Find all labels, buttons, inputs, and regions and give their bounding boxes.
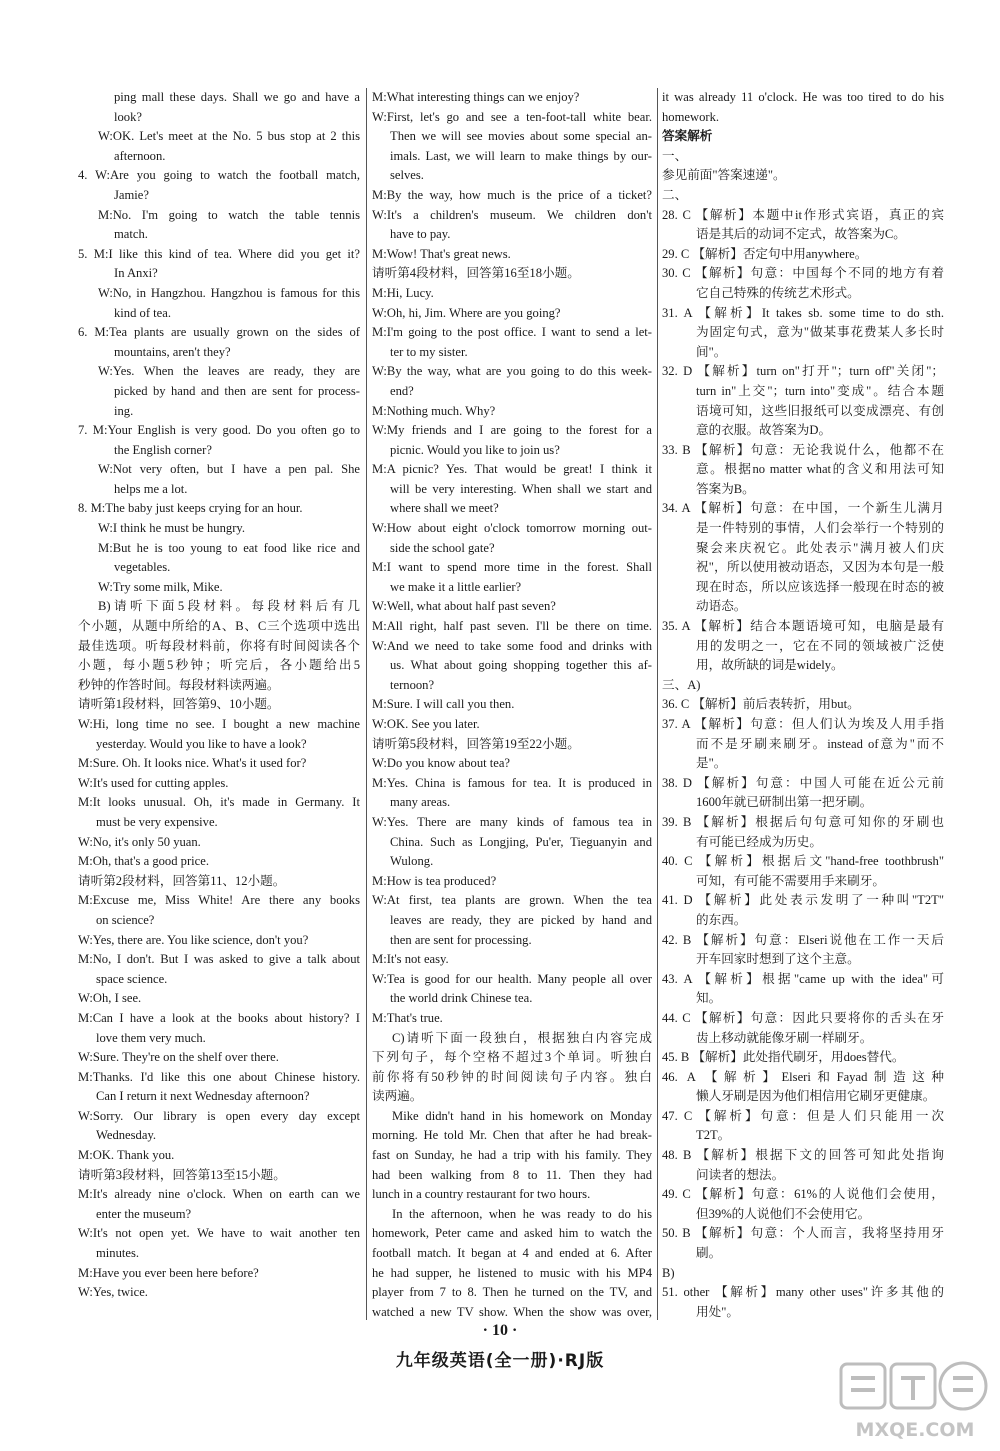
text-line: W:OK. Let's meet at the No. 5 bus stop at 2 this bbox=[98, 129, 360, 144]
text-line: picnic. Would you like to join us? bbox=[390, 442, 560, 457]
text-line: W:It's a children's museum. We children don't bbox=[372, 207, 652, 222]
text-line: us. What about going shopping together this af- bbox=[390, 658, 652, 673]
text-line: W:Hi, long time no see. I bought a new machine bbox=[78, 717, 360, 731]
text-line: 最佳选项。听每段材料前，你将有时间阅读各个 bbox=[78, 638, 360, 653]
text-line: 它自己特殊的传统艺术形式。 bbox=[696, 285, 860, 300]
text-line: it was already 11 o'clock. He was too tired to do his bbox=[662, 90, 944, 104]
text-line: 祝"，所以使用被动语态，又因为本句是一般 bbox=[696, 560, 944, 575]
text-line: W:Yes. There are many kinds of famous tea in bbox=[372, 814, 652, 829]
text-line: selves. bbox=[390, 168, 424, 183]
text-line: W:Yes. When the leaves are ready, they are bbox=[98, 364, 360, 379]
text-line: 有可能已经成为历史。 bbox=[696, 834, 822, 849]
text-line: Wednesday. bbox=[96, 1128, 157, 1143]
text-line: M:Yes. China is famous for tea. It is produced in bbox=[372, 775, 652, 790]
text-line: 47. C 【解析】句意：但是人们只能用一次 bbox=[662, 1108, 944, 1123]
text-line: yesterday. Would you like to have a look? bbox=[96, 736, 307, 751]
text-line: W:Yes, there are. You like science, don't you? bbox=[78, 932, 309, 947]
page-number: · 10 · bbox=[482, 1322, 518, 1339]
text-line: M:I want to spend more time in the forest. Shall bbox=[372, 560, 652, 575]
text-line: T2T。 bbox=[696, 1128, 731, 1143]
text-line: 42. B 【解析】句意：Elseri说他在工作一天后 bbox=[662, 932, 944, 947]
text-line: had been walking from 8 to 11. Then they had bbox=[372, 1167, 652, 1182]
text-line: 用处"。 bbox=[696, 1304, 739, 1319]
text-line: M:A picnic? Yes. That would be great! I think it bbox=[372, 462, 652, 477]
text-line: have to pay. bbox=[390, 227, 451, 242]
text-line: China. Such as Longjing, Pu'er, Tieguanyin and bbox=[390, 834, 652, 849]
text-line: then are sent for processing. bbox=[390, 932, 532, 947]
text-line: 30. C 【解析】句意：中国每个不同的地方有着 bbox=[662, 266, 944, 281]
text-line: he had supper, he listened to music with his MP4 bbox=[372, 1265, 652, 1280]
text-line: W:Oh, hi, Jim. Where are you going? bbox=[372, 305, 561, 320]
text-line: M:Nothing much. Why? bbox=[372, 403, 496, 418]
text-line: M:But he is too young to eat food like rice and bbox=[98, 540, 360, 555]
text-line: M:Hi, Lucy. bbox=[372, 285, 434, 300]
text-line: on science? bbox=[96, 912, 155, 927]
text-line: end? bbox=[390, 383, 414, 398]
text-line: 4. W:Are you going to watch the football match, bbox=[78, 168, 360, 183]
text-line: homework, Peter came and asked him to watch the bbox=[372, 1226, 652, 1241]
text-line: 三、A) bbox=[662, 677, 701, 692]
column-middle bbox=[372, 88, 652, 1322]
text-line: 41. D 【解析】此处表示发明了一种叫"T2T" bbox=[662, 893, 944, 908]
text-line: 44. C 【解析】句意：因此只要将你的舌头在牙 bbox=[662, 1010, 944, 1025]
text-line: ter to my sister. bbox=[390, 344, 468, 359]
text-line: 37. A 【解析】句意：但人们认为埃及人用手指 bbox=[662, 717, 944, 731]
text-line: 32. D 【解析】turn on"打开"；turn off"关闭"； bbox=[662, 364, 944, 379]
text-line: football match. It began at 4 and ended at 6. After bbox=[372, 1246, 652, 1261]
text-line: M:I'm going to the post office. I want to send a let- bbox=[372, 325, 652, 340]
text-line: morning. He told Mr. Chen that after he had break- bbox=[372, 1128, 652, 1143]
text-line: 31. A 【解析】It takes sb. some time to do sth. bbox=[662, 305, 944, 320]
text-line: M:It looks unusual. Oh, it's made in Germany. It bbox=[78, 795, 360, 810]
text-line: 可知，有可能不需要用手来刷牙。 bbox=[696, 873, 885, 888]
text-line: the English corner? bbox=[114, 442, 212, 457]
text-line: 6. M:Tea plants are usually grown on the sides of bbox=[78, 325, 360, 340]
text-line: 齿上移动就能像牙刷一样刷牙。 bbox=[696, 1030, 873, 1045]
text-line: picked by hand and then are sent for process- bbox=[114, 383, 360, 398]
text-line: 请听第4段材料，回答第16至18小题。 bbox=[372, 266, 580, 281]
text-line: watched a new TV show. When the show was over, bbox=[372, 1304, 652, 1319]
text-line: 二、 bbox=[662, 187, 688, 202]
text-line: 28. C 【解析】本题中it作形式宾语，真正的宾 bbox=[662, 207, 944, 222]
text-line: 的东西。 bbox=[696, 912, 747, 927]
text-line: Mike didn't hand in his homework on Monday bbox=[392, 1108, 652, 1123]
text-line: player from 7 to 8. Then he turned on the TV, and bbox=[372, 1285, 652, 1300]
text-line: M:No, I don't. But I was asked to give a talk about bbox=[78, 952, 360, 967]
text-line: mountains, aren't they? bbox=[114, 344, 231, 359]
text-line: side the school gate? bbox=[390, 540, 495, 555]
text-line: the world drink Chinese tea. bbox=[390, 991, 533, 1006]
column-right bbox=[662, 88, 944, 1322]
text-line: 懒人牙刷是因为他们相信用它刷牙更健康。 bbox=[696, 1089, 936, 1104]
text-line: ping mall these days. Shall we go and have a bbox=[114, 90, 360, 104]
text-line: W:No, it's only 50 yuan. bbox=[78, 834, 201, 849]
text-line: M:Sure. Oh. It looks nice. What's it used for? bbox=[78, 756, 307, 771]
text-line: 而不是牙刷来刷牙。instead of意为"而不 bbox=[696, 736, 944, 751]
text-line: must be very expensive. bbox=[96, 814, 218, 829]
text-line: W:At first, tea plants are grown. When the tea bbox=[372, 893, 652, 908]
text-line: 50. B 【解析】句意：个人而言，我将坚持用牙 bbox=[662, 1226, 944, 1241]
watermark-url: MXQE.COM bbox=[855, 1419, 975, 1441]
text-line: kind of tea. bbox=[114, 305, 172, 320]
text-line: 秒钟的作答时间。每段材料读两遍。 bbox=[78, 677, 280, 692]
text-line: 意。根据no matter what的含义和用法可知 bbox=[696, 462, 944, 477]
text-line: W:Sorry. Our library is open every day except bbox=[78, 1108, 360, 1123]
text-line: fast on Sunday, he had a trip with his family. They bbox=[372, 1148, 652, 1163]
text-line: where shall we meet? bbox=[390, 501, 499, 516]
text-line: 7. M:Your English is very good. Do you often go to bbox=[78, 423, 360, 438]
text-line: W:Not very often, but I have a pen pal. She bbox=[98, 462, 360, 477]
text-line: 刷。 bbox=[696, 1246, 722, 1261]
text-line: M:Can I have a look at the books about history? I bbox=[78, 1010, 360, 1025]
text-line: W:By the way, what are you going to do this week- bbox=[372, 364, 652, 379]
text-line: 知。 bbox=[696, 991, 722, 1006]
text-line: 答案解析 bbox=[662, 129, 713, 144]
text-line: will be very interesting. When shall we start and bbox=[390, 481, 652, 496]
text-line: 间"。 bbox=[696, 344, 727, 359]
text-line: W:And we need to take some food and drinks with bbox=[372, 638, 652, 653]
text-line: 51. other 【解析】many other uses"许多其他的 bbox=[662, 1285, 944, 1300]
text-line: In the afternoon, when he was ready to do his bbox=[392, 1206, 652, 1221]
text-line: afternoon. bbox=[114, 148, 166, 163]
text-line: leaves are ready, they are picked by hand and bbox=[390, 912, 652, 927]
text-line: space science. bbox=[96, 971, 168, 986]
text-line: W:Try some milk, Mike. bbox=[98, 579, 223, 594]
text-line: 45. B 【解析】此处指代刷牙，用does替代。 bbox=[662, 1050, 905, 1065]
text-line: 39. B 【解析】根据后句句意可知你的牙刷也 bbox=[662, 814, 944, 829]
text-line: W:Yes, twice. bbox=[78, 1285, 148, 1300]
text-line: 49. C 【解析】句意：61%的人说他们会使用， bbox=[662, 1187, 944, 1202]
text-line: C)请听下面一段独白，根据独白内容完成 bbox=[392, 1030, 652, 1045]
text-line: 29. C 【解析】否定句中用anywhere。 bbox=[662, 246, 868, 261]
text-line: 35. A 【解析】结合本题语境可知，电脑是最有 bbox=[662, 619, 944, 634]
text-line: minutes. bbox=[96, 1246, 140, 1261]
text-line: 聚会来庆祝它。此处表示"满月被人们庆 bbox=[696, 540, 944, 555]
text-line: M:Oh, that's a good price. bbox=[78, 854, 209, 869]
text-line: love them very much. bbox=[96, 1030, 206, 1045]
text-line: W:It's not open yet. We have to wait another ten bbox=[78, 1226, 360, 1241]
text-line: M:It's already nine o'clock. When on earth can we bbox=[78, 1187, 360, 1202]
text-line: 问读者的想法。 bbox=[696, 1167, 785, 1182]
text-line: W:How about eight o'clock tomorrow morning out- bbox=[372, 521, 652, 536]
text-line: 33. B 【解析】句意：无论我说什么，他都不在 bbox=[662, 442, 944, 457]
text-line: 请听第3段材料，回答第13至15小题。 bbox=[78, 1167, 286, 1182]
text-line: 参见前面"答案速递"。 bbox=[662, 168, 786, 183]
text-line: 答案为B。 bbox=[696, 481, 755, 496]
text-line: M:Excuse me, Miss White! Are there any books bbox=[78, 893, 360, 908]
column-divider bbox=[366, 88, 367, 1320]
text-line: homework. bbox=[662, 109, 720, 124]
text-line: 读两遍。 bbox=[372, 1089, 423, 1104]
text-line: 34. A 【解析】句意：在中国，一个新生儿满月 bbox=[662, 501, 944, 516]
column-left bbox=[78, 88, 360, 1303]
text-line: match. bbox=[114, 227, 148, 242]
text-line: enter the museum? bbox=[96, 1206, 192, 1221]
text-line: 36. C 【解析】前后表转折，用but。 bbox=[662, 697, 860, 712]
text-line: 请听第5段材料，回答第19至22小题。 bbox=[372, 736, 580, 751]
text-line: In Anxi? bbox=[114, 266, 158, 281]
text-line: we make it a little earlier? bbox=[390, 579, 522, 594]
text-line: Then we will see movies about some special an- bbox=[390, 129, 652, 144]
text-line: 个小题，从题中所给的A、B、C三个选项中选出 bbox=[78, 619, 360, 634]
text-line: 是一件特别的事情，人们会举行一个特别的 bbox=[696, 521, 944, 536]
text-line: Jamie? bbox=[114, 187, 149, 202]
text-line: 意的衣服。故答案为D。 bbox=[696, 423, 832, 438]
book-title: 九年级英语(全一册)·RJ版 bbox=[395, 1351, 605, 1371]
text-line: W:I think he must be hungry. bbox=[98, 521, 246, 536]
text-line: Wulong. bbox=[390, 854, 434, 869]
text-line: 是"。 bbox=[696, 756, 727, 771]
text-line: M:Have you ever been here before? bbox=[78, 1265, 259, 1280]
text-line: M:OK. Thank you. bbox=[78, 1148, 175, 1163]
text-line: 一、 bbox=[662, 148, 688, 163]
text-line: 语是其后的动词不定式，故答案为C。 bbox=[696, 227, 906, 242]
text-line: 现在时态，所以应该选择一般现在时态的被 bbox=[696, 579, 944, 594]
text-line: Can I return it next Wednesday afternoon? bbox=[96, 1089, 310, 1104]
text-line: W:My friends and I are going to the forest for a bbox=[372, 423, 652, 438]
text-line: M:That's true. bbox=[372, 1010, 443, 1025]
text-line: W:Tea is good for our health. Many people all over bbox=[372, 971, 652, 986]
text-line: ternoon? bbox=[390, 677, 435, 692]
text-line: 开车回家时想到了这个主意。 bbox=[696, 952, 860, 967]
column-divider bbox=[657, 88, 658, 1320]
watermark-logo bbox=[835, 1358, 995, 1446]
text-line: 请听第2段材料，回答第11、12小题。 bbox=[78, 873, 286, 888]
text-line: M:Sure. I will call you then. bbox=[372, 697, 515, 712]
text-line: W:Sure. They're on the shelf over there. bbox=[78, 1050, 279, 1065]
text-line: 用的发明之一，它在不同的领域被广泛使 bbox=[696, 638, 944, 653]
text-line: 动语态。 bbox=[696, 599, 747, 614]
text-line: 用，故所缺的词是widely。 bbox=[696, 658, 844, 673]
text-line: many areas. bbox=[390, 795, 451, 810]
text-line: M:It's not easy. bbox=[372, 952, 449, 967]
text-line: B)请听下面5段材料。每段材料后有几 bbox=[98, 599, 360, 614]
text-line: 40. C 【解析】根据后文"hand-free toothbrush" bbox=[662, 854, 944, 869]
text-line: 38. D 【解析】句意：中国人可能在近公元前 bbox=[662, 775, 944, 790]
text-line: 前你将有50秒钟的时间阅读句子内容。独白 bbox=[372, 1069, 652, 1084]
text-line: look? bbox=[114, 109, 142, 124]
text-line: M:All right, half past seven. I'll be there on time. bbox=[372, 619, 652, 634]
text-line: W:Oh, I see. bbox=[78, 991, 142, 1006]
text-line: lunch in a country restaurant for two hours. bbox=[372, 1187, 591, 1202]
text-line: W:OK. See you later. bbox=[372, 717, 480, 731]
text-line: M:Thanks. I'd like this one about Chinese history. bbox=[78, 1069, 360, 1084]
text-line: 为固定句式，意为"做某事花费某人多长时 bbox=[696, 325, 944, 340]
text-line: M:By the way, how much is the price of a ticket? bbox=[372, 187, 652, 202]
text-line: 语境可知，这些旧报纸可以变成漂亮、有创 bbox=[696, 403, 944, 418]
text-line: 8. M:The baby just keeps crying for an hour. bbox=[78, 501, 303, 516]
text-line: W:It's used for cutting apples. bbox=[78, 775, 229, 790]
text-line: M:No. I'm going to watch the table tennis bbox=[98, 207, 360, 222]
text-line: M:How is tea produced? bbox=[372, 873, 497, 888]
text-line: 48. B 【解析】根据下文的回答可知此处指询 bbox=[662, 1148, 944, 1163]
text-line: W:No, in Hangzhou. Hangzhou is famous for this bbox=[98, 285, 360, 300]
text-line: W:First, let's go and see a ten-foot-tall white bear. bbox=[372, 109, 652, 124]
text-line: 下列句子，每个空格不超过3个单词。听独白 bbox=[372, 1050, 652, 1065]
text-line: W:Well, what about half past seven? bbox=[372, 599, 556, 614]
text-line: 小题，每小题5秒钟；听完后，各小题给出5 bbox=[78, 658, 360, 673]
text-line: ing. bbox=[114, 403, 134, 418]
text-line: 1600年就已研制出第一把牙刷。 bbox=[696, 795, 873, 810]
text-line: turn in"上交"；turn into"变成"。结合本题 bbox=[696, 383, 944, 398]
text-line: helps me a lot. bbox=[114, 481, 188, 496]
text-line: B) bbox=[662, 1265, 675, 1280]
text-line: 46. A 【解析】Elseri和Fayad制造这种 bbox=[662, 1069, 944, 1084]
text-line: imals. Last, we will learn to make things by our- bbox=[390, 148, 652, 163]
text-line: 43. A 【解析】根据"came up with the idea"可 bbox=[662, 971, 944, 986]
text-line: 请听第1段材料，回答第9、10小题。 bbox=[78, 697, 280, 712]
text-line: M:What interesting things can we enjoy? bbox=[372, 90, 580, 104]
text-line: vegetables. bbox=[114, 560, 171, 575]
text-line: 5. M:I like this kind of tea. Where did you get it? bbox=[78, 246, 360, 261]
text-line: 但39%的人说他们不会使用它。 bbox=[696, 1206, 871, 1221]
text-line: W:Do you know about tea? bbox=[372, 756, 511, 771]
text-line: M:Wow! That's great news. bbox=[372, 246, 511, 261]
